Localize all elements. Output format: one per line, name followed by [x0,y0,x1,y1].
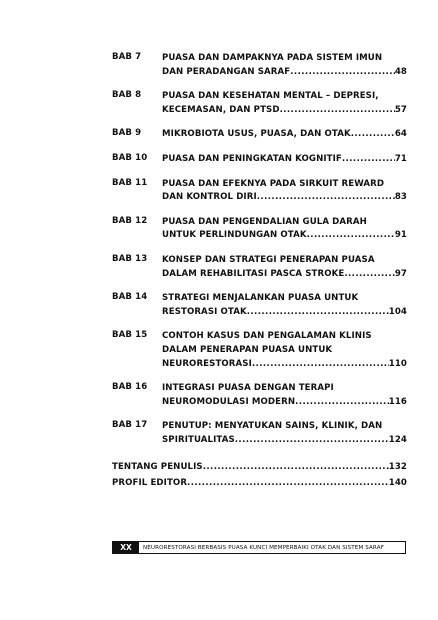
chapter-title-text: NEURORESTORASI [162,358,252,369]
chapter-title-text: CONTOH KASUS DAN PENGALAMAN KLINIS [162,331,372,342]
chapter-title [162,90,407,117]
chapter-number: BAB 13 [112,253,148,264]
toc-entries [112,52,407,447]
dot-leader [307,229,395,243]
chapter-title-text: DALAM PENERAPAN PUASA UNTUK [162,344,333,355]
chapter-title-line [162,292,407,306]
chapter-title-text: UNTUK PERLINDUNGAN OTAK [162,230,307,241]
chapter-title-text: DAN PERADANGAN SARAF [162,66,291,77]
chapter-title-line [162,216,407,230]
page-number: 91 [394,230,407,241]
dot-leader [203,461,389,475]
chapter-title [162,330,407,371]
chapter-title-line [162,128,407,142]
chapter-number: BAB 8 [112,90,142,101]
chapter-title-line [162,330,407,344]
chapter-title-text: PUASA DAN PENGENDALIAN GULA DARAH [162,216,367,227]
page-number: 97 [394,268,407,279]
toc-entry [112,420,407,447]
toc-extra-entry [112,461,407,475]
page-number: 83 [394,192,407,203]
table-of-contents [112,52,407,493]
dot-leader [351,128,395,142]
chapter-title-line [162,153,407,167]
chapter-title [162,52,407,79]
chapter-title-line [162,191,407,205]
page-footer [112,541,406,554]
dot-leader [257,191,395,205]
page-number: 64 [394,129,407,140]
chapter-number: BAB 16 [112,382,148,393]
chapter-title-text: INTEGRASI PUASA DENGAN TERAPI [162,383,334,394]
dot-leader [247,306,389,320]
chapter-number: BAB 7 [112,52,142,62]
chapter-title-line [162,358,407,372]
dot-leader [252,358,389,372]
chapter-title-line [162,382,407,396]
chapter-title [162,420,407,447]
dot-leader [187,477,389,491]
footer-book-title: NEURORESTORASI BERBASIS PUASA KUNCI MEMPERBAIKI OTAK DAN SISTEM SARAF [143,544,384,551]
chapter-title-text: SPIRITUALITAS [162,434,235,445]
dot-leader [295,396,389,410]
toc-entry [112,382,407,409]
chapter-title-text: DALAM REHABILITASI PASCA STROKE [162,268,345,279]
chapter-title-line [162,434,407,448]
chapter-title-text: MIKROBIOTA USUS, PUASA, DAN OTAK [162,129,351,140]
dot-leader [235,434,389,448]
page-number: 116 [388,396,407,407]
chapter-title-text: RESTORASI OTAK [162,306,247,317]
page-number: 57 [394,104,407,115]
page-number: 124 [388,434,407,445]
chapter-title-text: DAN KONTROL DIRI [162,192,257,203]
chapter-title-line [162,268,407,282]
chapter-title [162,216,407,243]
chapter-number: BAB 15 [112,330,148,341]
chapter-title-line [162,52,407,66]
dot-leader [342,153,395,167]
toc-entry [112,254,407,281]
chapter-title-text: KONSEP DAN STRATEGI PENERAPAN PUASA [162,254,375,265]
extra-label: PROFIL EDITOR [112,478,188,489]
chapter-title [162,128,407,142]
chapter-title [162,382,407,409]
chapter-title-text: NEUROMODULASI MODERN [162,396,296,407]
chapter-title [162,153,407,167]
chapter-title-line [162,178,407,192]
dot-leader [290,66,395,80]
page-number: 71 [394,153,407,164]
toc-entry [112,128,407,142]
extra-label: TENTANG PENULIS [112,462,203,473]
chapter-number: BAB 12 [112,215,148,226]
chapter-number: BAB 9 [112,128,142,139]
chapter-title-text: STRATEGI MENJALANKAN PUASA UNTUK [162,293,359,304]
toc-entry [112,178,407,205]
chapter-title-text: PUASA DAN DAMPAKNYA PADA SISTEM IMUN [162,53,383,63]
chapter-title-line [162,66,407,80]
chapter-title-line [162,254,407,268]
chapter-title-line [162,344,407,358]
chapter-number: BAB 11 [112,177,148,188]
chapter-title-line [162,396,407,410]
chapter-title-line [162,420,407,434]
dot-leader [344,268,394,282]
page-number: 104 [388,306,407,317]
chapter-title [162,178,407,205]
page-number: 48 [394,66,407,77]
toc-entry [112,330,407,371]
chapter-title-text: KECEMASAN, DAN PTSD [162,104,280,115]
footer-page-number: XX [113,542,139,553]
toc-entry [112,153,407,167]
page-number: 140 [388,478,407,489]
toc-entry [112,52,407,79]
toc-entry [112,216,407,243]
toc-extras [112,461,407,490]
chapter-number: BAB 10 [112,152,148,163]
toc-entry [112,292,407,319]
chapter-title [162,292,407,319]
chapter-title-text: PENUTUP: MENYATUKAN SAINS, KLINIK, DAN [162,421,383,432]
chapter-number: BAB 17 [112,420,148,431]
page-number: 132 [388,462,407,473]
toc-entry [112,90,407,117]
chapter-title-text: PUASA DAN EFEKNYA PADA SIRKUIT REWARD [162,178,385,189]
chapter-title-text: PUASA DAN KESEHATAN MENTAL – DEPRESI, [162,91,379,102]
dot-leader [280,104,395,118]
chapter-title-text: PUASA DAN PENINGKATAN KOGNITIF [162,153,342,164]
chapter-title-line [162,306,407,320]
chapter-title-line [162,229,407,243]
page-number: 110 [388,358,407,369]
chapter-number: BAB 14 [112,292,148,303]
chapter-title-line [162,104,407,118]
chapter-title [162,254,407,281]
chapter-title-line [162,90,407,104]
toc-extra-entry [112,477,407,491]
